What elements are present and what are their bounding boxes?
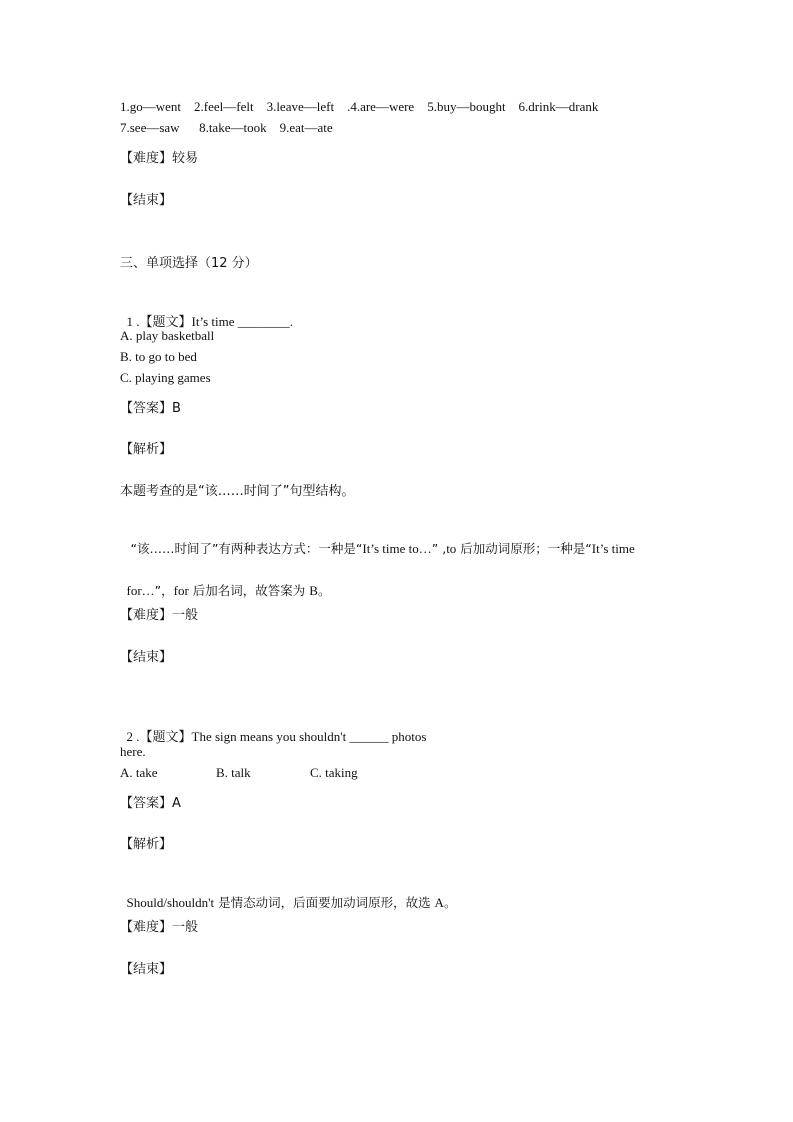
vocab-row-1: 1.go—went 2.feel—felt 3.leave—left .4.are—were 5.buy—bought 6.drink—drank — [120, 99, 599, 114]
analysis-text: “该……时间了”有两种表达方式：一种是“ — [126, 541, 363, 556]
option-c: C. playing games — [120, 370, 211, 385]
analysis-paragraph-2-cont — [120, 567, 330, 599]
analysis-text: for — [173, 583, 189, 598]
end-marker: 【结束】 — [120, 962, 173, 977]
difficulty-label: 【难度】一般 — [120, 608, 199, 623]
answer-label: 【答案】B — [120, 401, 181, 416]
analysis-text: to — [446, 541, 457, 556]
question-2-stem-cont: here. — [120, 744, 146, 759]
option-c: C. taking — [310, 765, 358, 780]
analysis-text: B — [309, 583, 318, 598]
question-text: It’s time ________. — [191, 314, 293, 329]
difficulty-label: 【难度】一般 — [120, 920, 199, 935]
analysis-text: A — [434, 895, 444, 910]
vocab-row-2: 7.see—saw 8.take—took 9.eat—ate — [120, 120, 333, 135]
question-number: 2 . — [126, 729, 140, 744]
analysis-paragraph-1: 本题考查的是“该……时间了”句型结构。 — [120, 484, 355, 499]
option-b: B. to go to bed — [120, 349, 197, 364]
analysis-text: It’s time — [591, 541, 635, 556]
question-number: 1 . — [126, 314, 140, 329]
end-marker: 【结束】 — [120, 650, 173, 665]
analysis-text: ” , — [431, 541, 447, 556]
analysis-text: ”， — [154, 583, 174, 598]
end-marker: 【结束】 — [120, 193, 173, 208]
analysis-text: It’s time to… — [362, 541, 432, 556]
analysis-text: for… — [126, 583, 155, 598]
difficulty-label: 【难度】较易 — [120, 151, 199, 166]
question-tag: 【题文】 — [139, 730, 192, 745]
analysis-text: 。 — [443, 895, 457, 910]
option-b: B. talk — [216, 765, 251, 780]
question-tag: 【题文】 — [139, 315, 192, 330]
option-a: A. take — [120, 765, 158, 780]
analysis-text: 是情态动词，后面要加动词原形，故选 — [214, 895, 435, 910]
question-text: The sign means you shouldn't ______ photos — [191, 729, 427, 744]
analysis-text: Should/shouldn't — [126, 895, 215, 910]
analysis-text: 后加动词原形；一种是“ — [456, 541, 592, 556]
analysis-text: 后加名词，故答案为 — [188, 583, 310, 598]
analysis-paragraph-2 — [120, 525, 635, 557]
analysis-paragraph — [120, 879, 456, 911]
answer-label: 【答案】A — [120, 796, 181, 811]
question-1-stem — [120, 298, 293, 331]
analysis-label: 【解析】 — [120, 837, 173, 852]
section-heading: 三、单项选择（12 分） — [120, 256, 258, 271]
question-2-stem — [120, 713, 426, 746]
analysis-label: 【解析】 — [120, 442, 173, 457]
option-a: A. play basketball — [120, 328, 215, 343]
analysis-text: 。 — [317, 583, 331, 598]
